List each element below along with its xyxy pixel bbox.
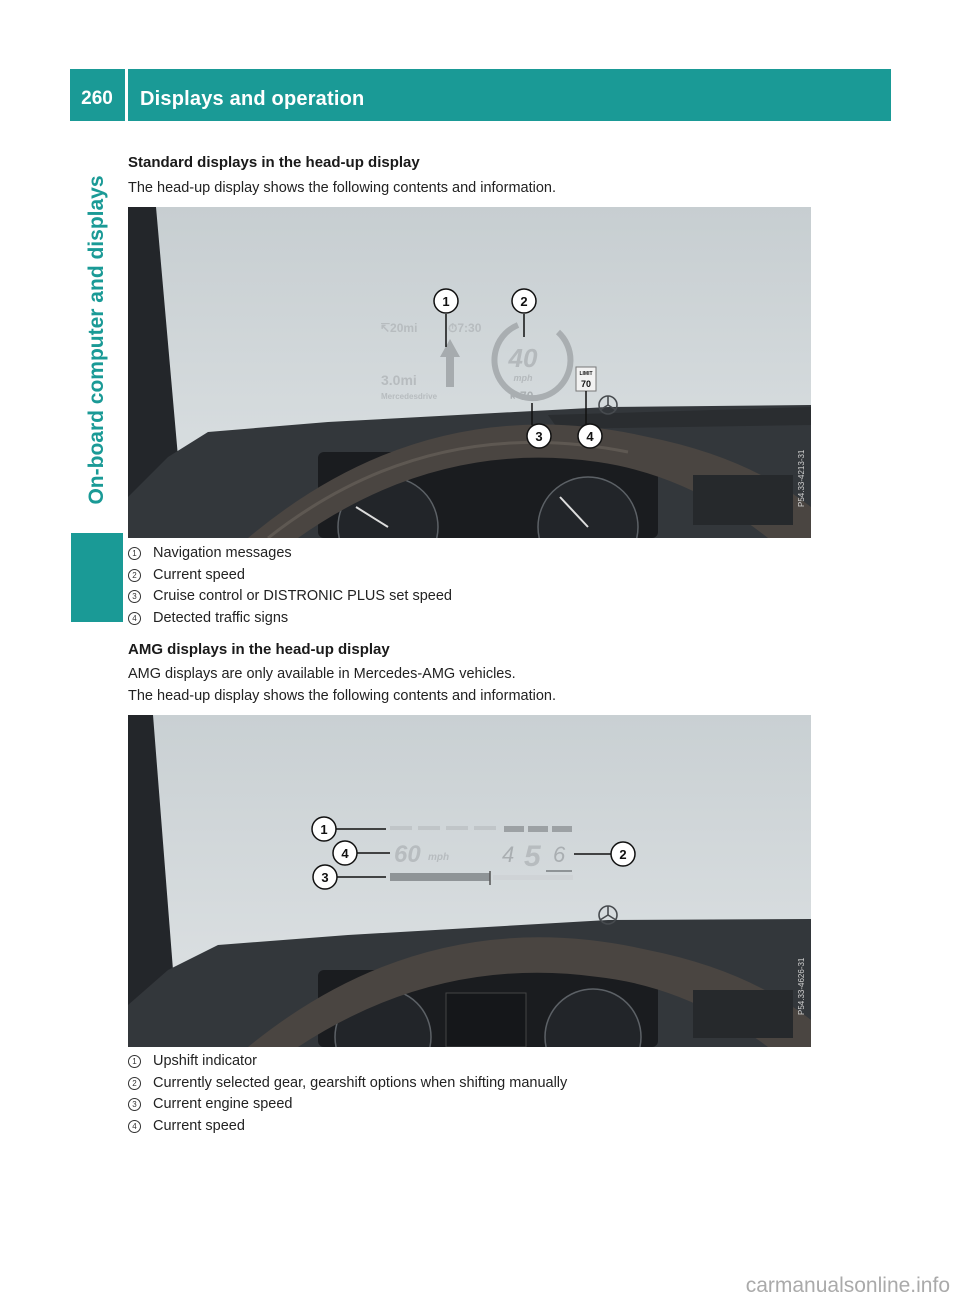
- legend-item: 4 Detected traffic signs: [128, 608, 452, 630]
- hud-illustration: [128, 207, 811, 538]
- amg-speed-unit: mph: [428, 852, 450, 863]
- watermark: carmanualsonline.info: [745, 1274, 950, 1297]
- hud-dist-top: ↸20mi: [380, 321, 418, 335]
- hud-set-speed: ⇤70: [510, 389, 534, 403]
- gear-current: 5: [524, 840, 541, 873]
- legend-item: 1 Upshift indicator: [128, 1051, 567, 1073]
- hud-street: Mercedesdrive: [381, 392, 438, 401]
- page-number: 260: [81, 88, 113, 109]
- section-intro-standard: The head-up display shows the following contents and information.: [128, 180, 557, 196]
- callout-1: 1: [442, 294, 450, 309]
- sign-limit-value: 70: [580, 379, 592, 389]
- legend-standard: [128, 543, 452, 629]
- legend-item: 3 Cruise control or DISTRONIC PLUS set speed: [128, 586, 452, 608]
- figure-amg-hud: [128, 715, 811, 1047]
- header-divider: [125, 69, 128, 121]
- section-heading-standard: Standard displays in the head-up display: [128, 154, 420, 171]
- gear-prev: 4: [502, 842, 515, 867]
- legend-item: 3 Current engine speed: [128, 1094, 567, 1116]
- hud-time: ⏱7:30: [448, 321, 482, 335]
- side-tab-label: On-board computer and displays: [85, 175, 108, 505]
- legend-item: 4 Current speed: [128, 1116, 567, 1138]
- figure-code: P54.33-4213-31: [797, 449, 806, 507]
- figure-code: P54.33-4626-31: [797, 957, 806, 1015]
- figure-standard-hud: [128, 207, 811, 538]
- section-note-amg: AMG displays are only available in Mercedes-AMG vehicles.: [128, 666, 516, 682]
- callout-3: 3: [321, 870, 329, 885]
- callout-2: 2: [520, 294, 528, 309]
- section-heading-amg: AMG displays in the head-up display: [128, 641, 390, 658]
- sign-limit-label: LIMIT: [579, 371, 593, 377]
- section-intro-amg: The head-up display shows the following contents and information.: [128, 688, 557, 704]
- hud-speed: 40: [508, 343, 538, 373]
- hud-dist-main: 3.0mi: [381, 372, 417, 388]
- amg-hud-illustration: [128, 715, 811, 1047]
- callout-4: 4: [586, 429, 594, 444]
- legend-item: 2 Current speed: [128, 565, 452, 587]
- side-tab-marker: [71, 533, 123, 622]
- callout-1: 1: [320, 822, 328, 837]
- legend-item: 2 Currently selected gear, gearshift options when shifting manually: [128, 1073, 567, 1095]
- callout-4: 4: [341, 846, 349, 861]
- gear-next: 6: [553, 842, 566, 867]
- callout-2: 2: [619, 847, 627, 862]
- page-title: Displays and operation: [140, 88, 365, 110]
- legend-item: 1 Navigation messages: [128, 543, 452, 565]
- amg-speed: 60: [394, 841, 421, 868]
- callout-3: 3: [535, 429, 543, 444]
- legend-amg: [128, 1051, 567, 1137]
- side-tab: [71, 150, 123, 530]
- hud-speed-unit: mph: [513, 373, 533, 383]
